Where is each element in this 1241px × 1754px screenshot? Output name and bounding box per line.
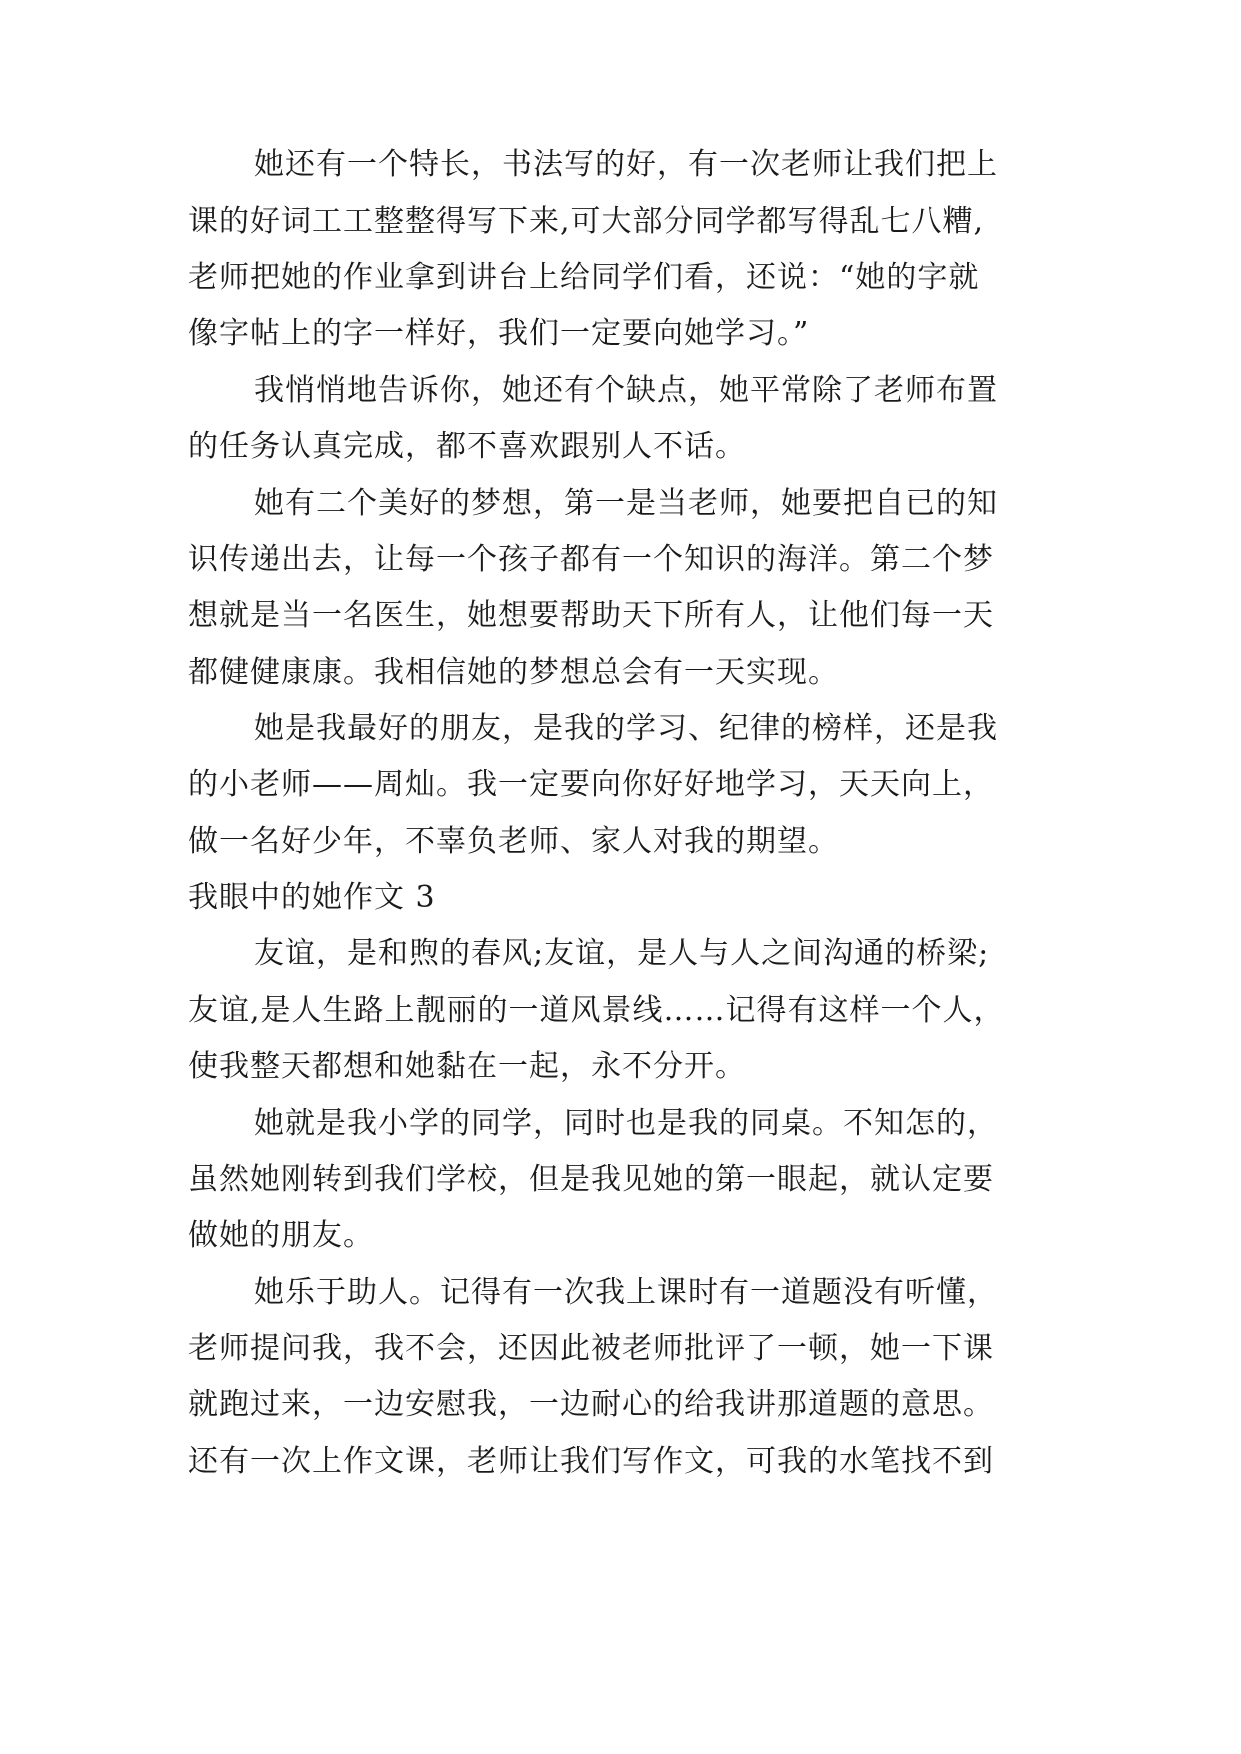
text-line: 友谊，是和煦的春风;友谊，是人与人之间沟通的桥梁; — [254, 936, 990, 971]
text-line: 像字帖上的字一样好，我们一定要向她学习。” — [188, 316, 810, 351]
text-line: 做她的朋友。 — [188, 1218, 374, 1253]
text-line: 都健健康康。我相信她的梦想总会有一天实现。 — [188, 655, 839, 690]
text-line: 她是我最好的朋友，是我的学习、纪律的榜样，还是我 — [254, 711, 998, 746]
text-line: 虽然她刚转到我们学校，但是我见她的第一眼起，就认定要 — [188, 1162, 994, 1197]
document-page — [188, 0, 1088, 1754]
text-line: 课的好词工工整整得写下来,可大部分同学都写得乱七八糟, — [188, 204, 985, 239]
text-line: 做一名好少年，不辜负老师、家人对我的期望。 — [188, 824, 839, 859]
text-line: 友谊,是人生路上靓丽的一道风景线……记得有这样一个人， — [188, 993, 1005, 1028]
text-line: 她还有一个特长，书法写的好，有一次老师让我们把上 — [254, 147, 998, 182]
text-line: 老师提问我，我不会，还因此被老师批评了一顿，她一下课 — [188, 1331, 994, 1366]
text-line: 使我整天都想和她黏在一起，永不分开。 — [188, 1049, 746, 1084]
text-line: 的任务认真完成，都不喜欢跟别人不话。 — [188, 429, 746, 464]
text-line: 想就是当一名医生，她想要帮助天下所有人，让他们每一天 — [188, 598, 994, 633]
text-line: 我悄悄地告诉你，她还有个缺点，她平常除了老师布置 — [254, 373, 998, 408]
section-heading: 我眼中的她作文 3 — [188, 880, 436, 915]
text-line: 她乐于助人。记得有一次我上课时有一道题没有听懂， — [254, 1275, 998, 1310]
text-line: 她就是我小学的同学，同时也是我的同桌。不知怎的， — [254, 1106, 998, 1141]
text-line: 的小老师——周灿。我一定要向你好好地学习，天天向上， — [188, 767, 994, 802]
text-line: 还有一次上作文课，老师让我们写作文，可我的水笔找不到 — [188, 1444, 994, 1479]
text-line: 她有二个美好的梦想，第一是当老师，她要把自已的知 — [254, 486, 998, 521]
text-line: 就跑过来，一边安慰我，一边耐心的给我讲那道题的意思。 — [188, 1387, 994, 1422]
text-line: 老师把她的作业拿到讲台上给同学们看，还说：“她的字就 — [188, 260, 980, 295]
text-line: 识传递出去，让每一个孩子都有一个知识的海洋。第二个梦 — [188, 542, 994, 577]
